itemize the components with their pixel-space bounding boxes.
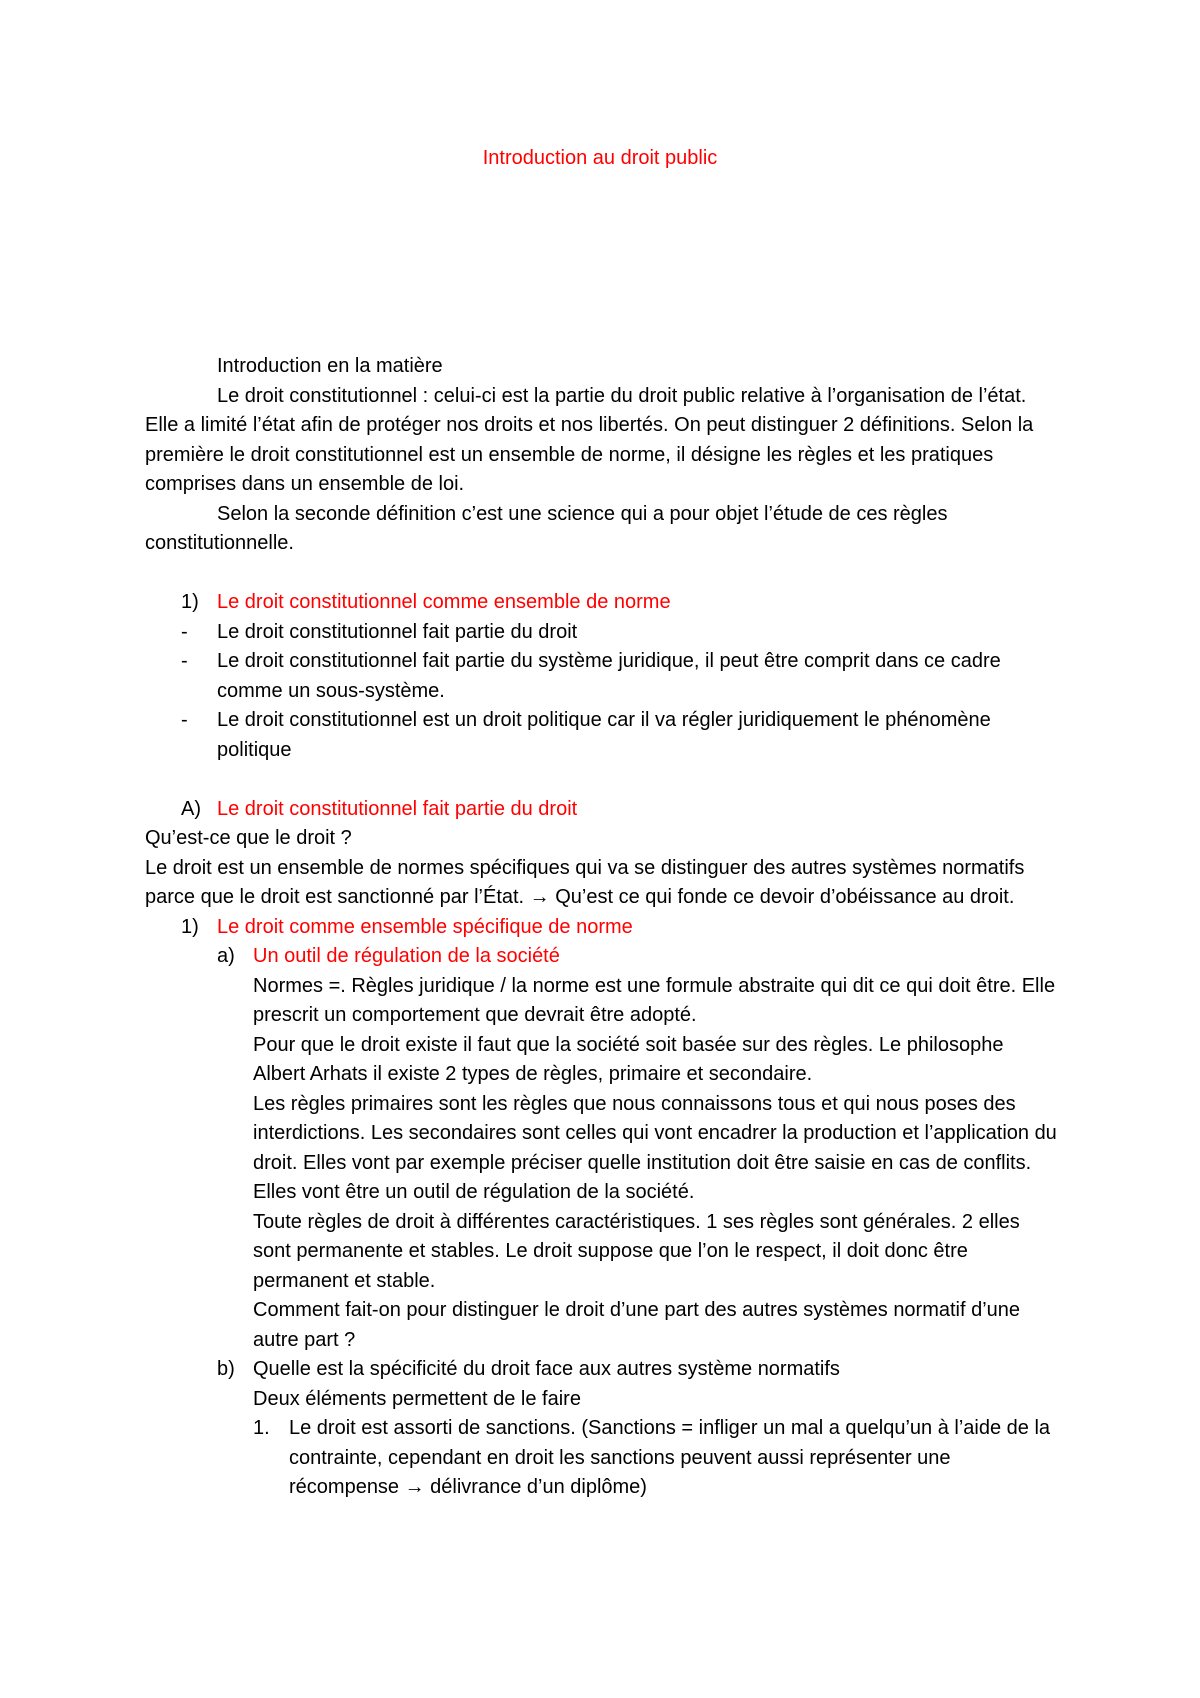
section-number: 1) bbox=[181, 915, 199, 938]
section-number: 1) bbox=[181, 591, 199, 613]
subsection-letter: a) bbox=[217, 945, 235, 967]
subsection-paragraph: Les règles primaires sont les règles que nous connaissons tous et qui nous poses des interdictions. Les secondaires sont celles qui vont encadrer la production et l’application du droit. Elles vont par exemple préciser quelle institution doit être saisie en cas de conflits. Elles vont être un outil de régulation de la société. bbox=[253, 1092, 1057, 1203]
dash-bullet: - bbox=[181, 650, 188, 672]
definition-paragraph: Le droit est un ensemble de normes spécifiques qui va se distinguer des autres systèmes normatifs parce que le droit est sanctionné par l’État. → Qu’est ce qui fonde ce devoir d’obéissance au droit. bbox=[145, 856, 1025, 908]
spacer bbox=[145, 559, 1060, 589]
subsection-paragraph: Comment fait-on pour distinguer le droit d’une part des autres systèmes normatif d’une autre part ? bbox=[253, 1299, 1021, 1351]
subsection-paragraph: Pour que le droit existe il faut que la société soit basée sur des règles. Le philosophe Albert Arhats il existe 2 types de règles, primaire et secondaire. bbox=[253, 1033, 1004, 1085]
bullet-text: Le droit constitutionnel fait partie du droit bbox=[217, 620, 578, 643]
section-1-heading bbox=[145, 588, 1060, 618]
subsection-paragraph: Toute règles de droit à différentes caractéristiques. 1 ses règles sont générales. 2 elles sont permanente et stables. Le droit suppose que l’on le respect, il doit donc être permanent et stable. bbox=[253, 1210, 1020, 1292]
intro-paragraph-1: Le droit constitutionnel : celui-ci est la partie du droit public relative à l’organisation de l’état. Elle a limité l’état afin de protéger nos droits et nos libertés. On peut distinguer 2 définitions. Selon la première le droit constitutionnel est un ensemble de norme, il désigne les règles et les pratiques comprises dans un ensemble de loi. bbox=[145, 384, 1034, 495]
intro-heading: Introduction en la matière bbox=[217, 355, 443, 377]
numbered-item bbox=[145, 1414, 1060, 1503]
document-body bbox=[145, 352, 1060, 1503]
dash-bullet: - bbox=[181, 620, 188, 643]
bullet-text: Le droit constitutionnel est un droit politique car il va régler juridiquement le phénomène politique bbox=[217, 709, 991, 761]
question-line: Qu’est-ce que le droit ? bbox=[145, 827, 352, 849]
spacer bbox=[145, 765, 1060, 795]
subsection-paragraph: Normes =. Règles juridique / la norme est une formule abstraite qui dit ce qui doit être. Elle prescrit un comportement que devrait être adopté. bbox=[253, 974, 1056, 1026]
dash-bullet: - bbox=[181, 709, 188, 731]
subsection-b-heading bbox=[145, 1355, 1060, 1385]
subsection-letter: b) bbox=[217, 1358, 235, 1380]
section-a-heading bbox=[145, 795, 1060, 825]
section-title: Le droit constitutionnel fait partie du droit bbox=[217, 797, 578, 820]
subsection-a-heading bbox=[145, 942, 1060, 972]
section-title: Le droit constitutionnel comme ensemble de norme bbox=[217, 591, 671, 613]
intro-paragraph-2: Selon la seconde définition c’est une science qui a pour objet l’étude de ces règles constitutionnelle. bbox=[145, 502, 948, 554]
bullet-item bbox=[145, 647, 1060, 706]
subsection-title: Quelle est la spécificité du droit face aux autres système normatifs bbox=[253, 1358, 840, 1380]
document-title: Introduction au droit public bbox=[482, 147, 718, 169]
section-title: Le droit comme ensemble spécifique de norme bbox=[217, 915, 633, 938]
item-number: 1. bbox=[253, 1417, 270, 1439]
bullet-text: Le droit constitutionnel fait partie du système juridique, il peut être comprit dans ce cadre comme un sous-système. bbox=[217, 650, 1001, 702]
section-1b-heading bbox=[145, 913, 1060, 943]
bullet-item bbox=[145, 618, 1060, 648]
section-number: A) bbox=[181, 797, 201, 820]
subsection-paragraph: Deux éléments permettent de le faire bbox=[253, 1387, 581, 1410]
bullet-item bbox=[145, 706, 1060, 765]
item-text: Le droit est assorti de sanctions. (Sanctions = infliger un mal a quelqu’un à l’aide de la contrainte, cependant en droit les sanctions peuvent aussi représenter une récompense → délivrance d’un diplôme) bbox=[289, 1417, 1051, 1498]
subsection-title: Un outil de régulation de la société bbox=[253, 945, 560, 967]
